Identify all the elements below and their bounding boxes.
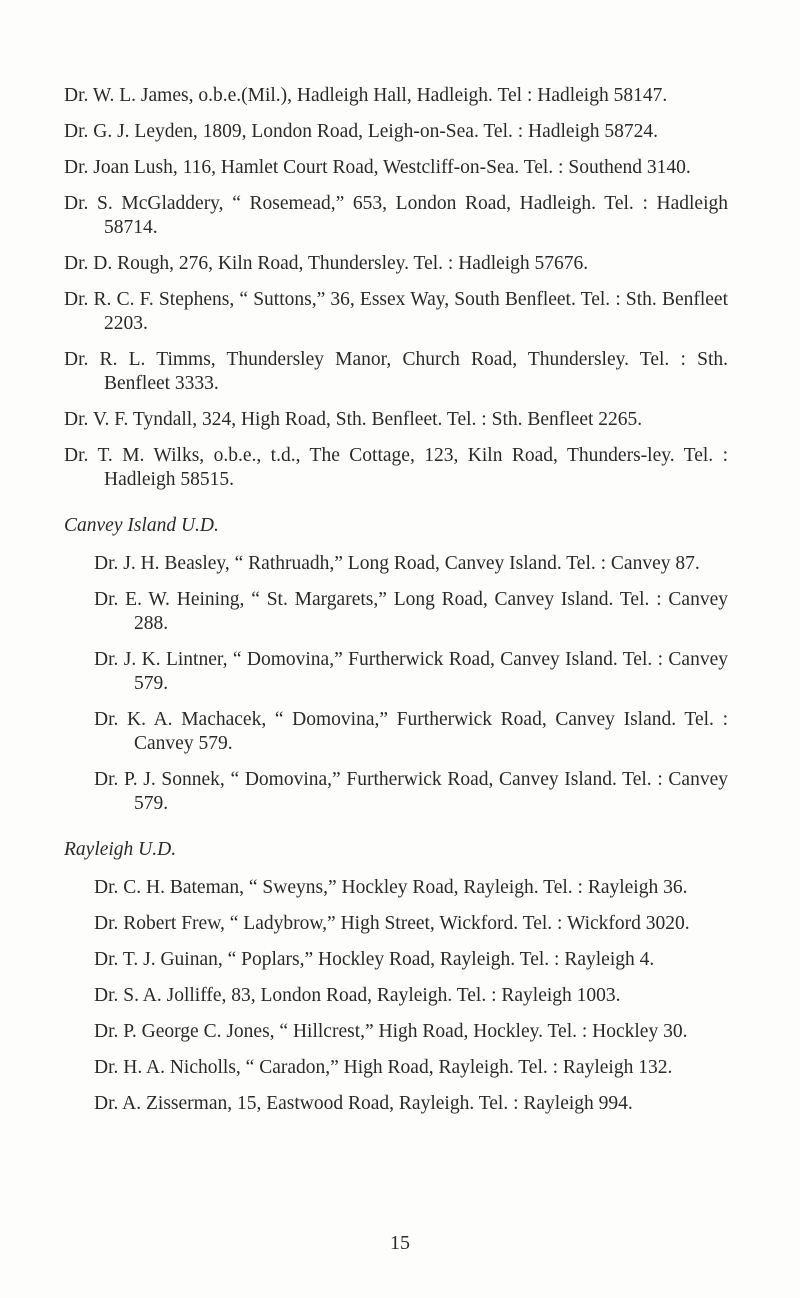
directory-entry: Dr. K. A. Machacek, “ Domovina,” Furtherwick Road, Canvey Island. Tel. : Canvey 579. — [94, 709, 728, 754]
directory-entry: Dr. S. A. Jolliffe, 83, London Road, Rayleigh. Tel. : Rayleigh 1003. — [94, 985, 621, 1006]
directory-entry: Dr. R. L. Timms, Thundersley Manor, Church Road, Thundersley. Tel. : Sth. Benfleet 3333. — [64, 349, 728, 394]
directory-entry: Dr. W. L. James, o.b.e.(Mil.), Hadleigh Hall, Hadleigh. Tel : Hadleigh 58147. — [64, 85, 668, 106]
section-heading-canvey: Canvey Island U.D. — [64, 515, 219, 536]
directory-entry: Dr. T. M. Wilks, o.b.e., t.d., The Cottage, 123, Kiln Road, Thunders-ley. Tel. : Hadleigh 58515. — [64, 445, 728, 490]
directory-entry: Dr. R. C. F. Stephens, “ Suttons,” 36, Essex Way, South Benfleet. Tel. : Sth. Benfleet 2203. — [64, 289, 728, 334]
rayleigh-entries — [94, 876, 728, 1116]
directory-entry: Dr. Joan Lush, 116, Hamlet Court Road, Westcliff-on-Sea. Tel. : Southend 3140. — [64, 157, 691, 178]
directory-entry: Dr. P. J. Sonnek, “ Domovina,” Furtherwick Road, Canvey Island. Tel. : Canvey 579. — [94, 769, 728, 814]
directory-entry: Dr. Robert Frew, “ Ladybrow,” High Street, Wickford. Tel. : Wickford 3020. — [94, 913, 690, 934]
directory-entry: Dr. V. F. Tyndall, 324, High Road, Sth. Benfleet. Tel. : Sth. Benfleet 2265. — [64, 409, 643, 430]
section-heading-rayleigh: Rayleigh U.D. — [64, 839, 177, 860]
directory-entry: Dr. J. K. Lintner, “ Domovina,” Furtherwick Road, Canvey Island. Tel. : Canvey 579. — [94, 649, 728, 694]
top-entries — [64, 84, 728, 492]
directory-entry: Dr. E. W. Heining, “ St. Margarets,” Long Road, Canvey Island. Tel. : Canvey 288. — [94, 589, 728, 634]
directory-entry: Dr. C. H. Bateman, “ Sweyns,” Hockley Road, Rayleigh. Tel. : Rayleigh 36. — [94, 877, 688, 898]
directory-entry: Dr. P. George C. Jones, “ Hillcrest,” High Road, Hockley. Tel. : Hockley 30. — [94, 1021, 688, 1042]
directory-entry: Dr. T. J. Guinan, “ Poplars,” Hockley Road, Rayleigh. Tel. : Rayleigh 4. — [94, 949, 655, 970]
directory-entry: Dr. H. A. Nicholls, “ Caradon,” High Road, Rayleigh. Tel. : Rayleigh 132. — [94, 1057, 673, 1078]
page-number: 15 — [390, 1232, 410, 1254]
directory-column — [64, 84, 728, 1128]
directory-entry: Dr. D. Rough, 276, Kiln Road, Thundersley. Tel. : Hadleigh 57676. — [64, 253, 589, 274]
directory-entry: Dr. G. J. Leyden, 1809, London Road, Leigh-on-Sea. Tel. : Hadleigh 58724. — [64, 121, 659, 142]
directory-entry: Dr. A. Zisserman, 15, Eastwood Road, Rayleigh. Tel. : Rayleigh 994. — [94, 1093, 633, 1114]
directory-entry: Dr. J. H. Beasley, “ Rathruadh,” Long Road, Canvey Island. Tel. : Canvey 87. — [94, 553, 700, 574]
canvey-entries — [94, 552, 728, 816]
directory-entry: Dr. S. McGladdery, “ Rosemead,” 653, London Road, Hadleigh. Tel. : Hadleigh 58714. — [64, 193, 728, 238]
